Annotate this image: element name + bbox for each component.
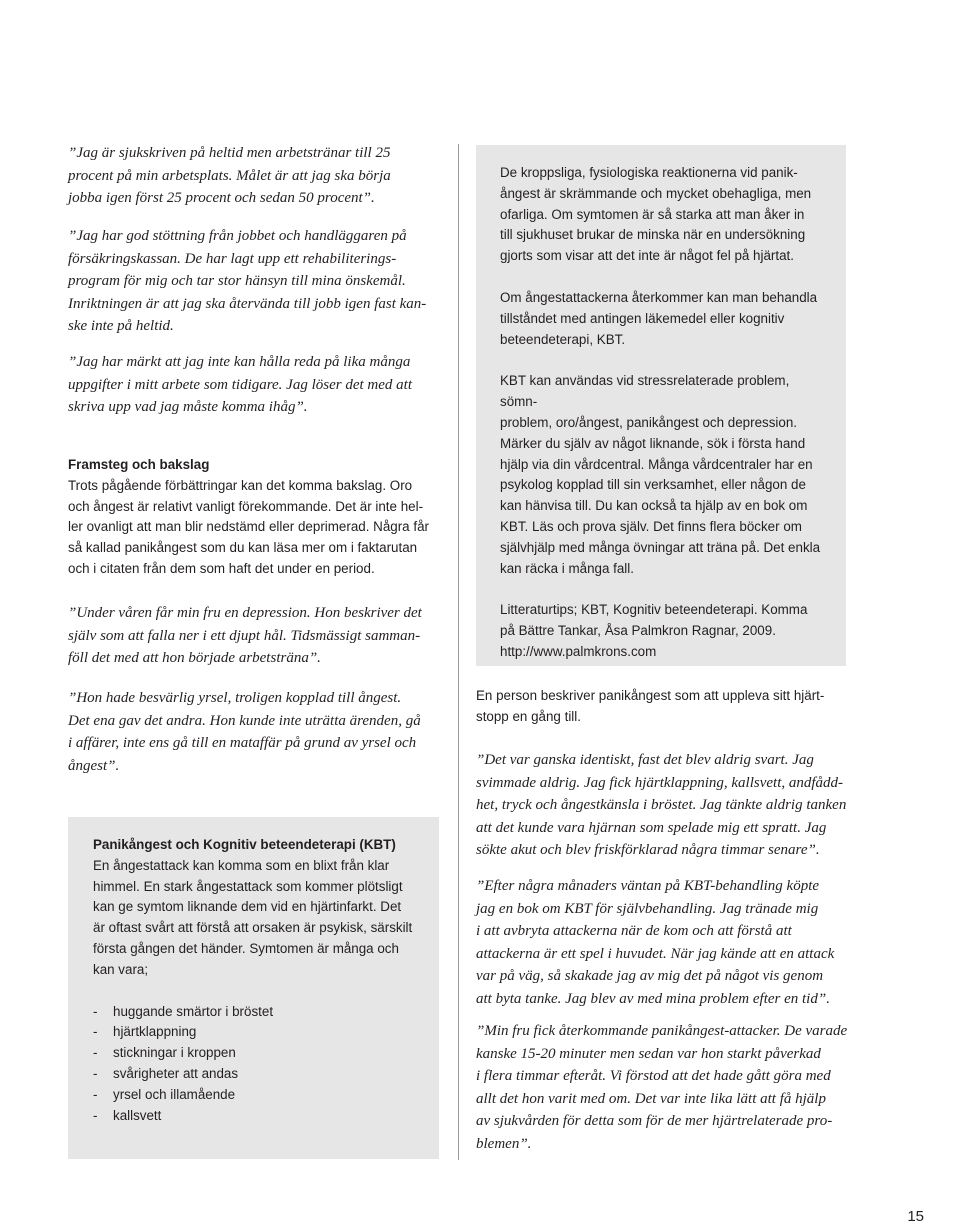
text-line: uppgifter i mitt arbete som tidigare. Jag löser det med att xyxy=(68,376,412,393)
list-item-text: kallsvett xyxy=(113,1107,162,1123)
text-line: Litteraturtips; KBT, Kognitiv beteendeterapi. Komma xyxy=(500,602,808,618)
text-line: sökte akut och blev friskförklarad några timmar senare”. xyxy=(476,842,820,859)
list-item xyxy=(93,1106,428,1127)
text-line: kanske 15-20 minuter men sedan var hon starkt påverkad xyxy=(476,1045,821,1062)
list-item-text: hjärtklappning xyxy=(113,1024,197,1040)
text-line: i flera timmar efteråt. Vi förstod att det hade gått göra med xyxy=(476,1068,831,1085)
text-line: första gången det händer. Symtomen är många och xyxy=(93,940,399,956)
text-line: i affärer, inte ens gå till en mataffär på grund av yrsel och xyxy=(68,735,417,752)
text-line: ler ovanligt att man blir nedstämd eller deprimerad. Några får xyxy=(68,519,429,535)
literature-link[interactable]: http://www.palmkrons.com xyxy=(500,643,657,659)
text-line: jobba igen först 25 procent och sedan 50 procent”. xyxy=(68,190,375,207)
text-line: föll det med att hon började arbetsträna”. xyxy=(68,650,321,667)
text-line: till sjukhuset brukar de minska när en undersökning xyxy=(500,227,806,243)
text-line: kan räcka i många fall. xyxy=(500,560,634,576)
bullet: - xyxy=(93,1003,98,1019)
text-line: attackerna är ett spel i huvudet. När jag kände att en attack xyxy=(476,945,835,962)
symptom-list xyxy=(93,1002,428,1127)
text-line: blemen”. xyxy=(476,1135,532,1152)
text-line: problem, oro/ångest, panikångest och depression. xyxy=(500,414,798,430)
text-line: ”Jag har god stöttning från jobbet och handläggaren på xyxy=(68,228,407,244)
column-divider xyxy=(458,144,459,1160)
text-line: hjälp via din vårdcentral. Många vårdcentraler har en xyxy=(500,456,813,472)
text-line: himmel. En stark ångestattack som kommer plötsligt xyxy=(93,878,403,894)
text-line: var på väg, så skakade jag av mig det på något vis genom xyxy=(476,968,824,985)
bullet: - xyxy=(93,1045,98,1061)
text-line: så kallad panikångest som du kan läsa mer om i faktarutan xyxy=(68,540,418,556)
text-line: En ångestattack kan komma som en blixt från klar xyxy=(93,857,390,873)
text-line: av sjukvården för detta som för de mer hjärtrelaterade pro- xyxy=(476,1113,833,1130)
fact-box-heading: Panikångest och Kognitiv beteendeterapi (KBT) xyxy=(93,837,396,852)
section-framsteg xyxy=(68,455,453,580)
text-line: procent på min arbetsplats. Målet är att jag ska börja xyxy=(68,167,391,184)
text-line: Märker du själv av något liknande, sök i första hand xyxy=(500,435,806,451)
text-line: De kroppsliga, fysiologiska reaktionerna vid panik- xyxy=(500,165,798,180)
text-line: ångest”. xyxy=(68,757,120,774)
text-line: i att avbryta attackerna när de kom och att förstå att xyxy=(476,923,792,940)
text-line: allt det hon varit med om. Det var inte lika lätt att få hjälp xyxy=(476,1090,826,1107)
list-item xyxy=(93,1022,428,1043)
section-heading: Framsteg och bakslag xyxy=(68,457,210,472)
text-line: psykolog kopplad till sin verksamhet, eller någon de xyxy=(500,477,806,493)
page-number: 15 xyxy=(907,1208,924,1225)
text-line: jag en bok om KBT för självbehandling. Jag tränade mig xyxy=(476,900,819,917)
text-line: och ångest är relativt vanligt förekommande. Det är inte hel- xyxy=(68,498,424,514)
bullet: - xyxy=(93,1086,98,1102)
left-quote-3 xyxy=(68,351,448,419)
list-item xyxy=(93,1043,428,1064)
list-item-text: svårigheter att andas xyxy=(113,1065,239,1081)
list-item xyxy=(93,1085,428,1106)
text-line: stopp en gång till. xyxy=(476,708,581,724)
info-paragraph xyxy=(500,288,830,350)
text-line: Det ena gav det andra. Hon kunde inte uträtta ärenden, gå xyxy=(68,712,421,729)
text-line: ”Jag har märkt att jag inte kan hålla reda på lika många xyxy=(68,354,411,370)
text-line: kan vara; xyxy=(93,961,149,977)
text-line: program för mig och tar stor hänsyn till mina önskemål. xyxy=(68,273,406,290)
text-line: ”Det var ganska identiskt, fast det blev aldrig svart. Jag xyxy=(476,752,814,768)
right-quote-3 xyxy=(476,1020,856,1156)
bullet: - xyxy=(93,1065,98,1081)
text-line: själv som att falla ner i ett djupt hål. Tidsmässigt samman- xyxy=(68,627,421,644)
text-line: gjorts som visar att det inte är något fel på hjärtat. xyxy=(500,248,794,264)
right-quote-2 xyxy=(476,875,856,1011)
text-line: och i citaten från dem som haft det under en period. xyxy=(68,560,375,576)
left-quote-1 xyxy=(68,142,448,210)
text-line: ”Under våren får min fru en depression. Hon beskriver det xyxy=(68,605,422,621)
text-line: svimmade aldrig. Jag fick hjärtklappning, kallsvett, andfådd- xyxy=(476,774,844,791)
right-quote-1 xyxy=(476,749,856,862)
info-paragraph xyxy=(500,371,830,579)
text-line: ”Hon hade besvärlig yrsel, troligen kopplad till ångest. xyxy=(68,690,402,706)
text-line: ”Jag är sjukskriven på heltid men arbetstränar till 25 xyxy=(68,145,391,161)
text-line: ofarliga. Om symtomen är så starka att man åker in xyxy=(500,206,805,222)
list-item-text: yrsel och illamående xyxy=(113,1086,236,1102)
text-line: ”Efter några månaders väntan på KBT-behandling köpte xyxy=(476,878,820,894)
text-line: KBT. Läs och prova själv. Det finns flera böcker om xyxy=(500,518,802,534)
text-line: En person beskriver panikångest som att uppleva sitt hjärt- xyxy=(476,688,825,703)
bullet: - xyxy=(93,1024,98,1040)
left-quote-4 xyxy=(68,602,448,670)
bullet: - xyxy=(93,1107,98,1123)
text-line: skriva upp vad jag måste komma ihåg”. xyxy=(68,399,308,416)
list-item xyxy=(93,1002,428,1023)
literature-tip xyxy=(500,600,830,662)
text-line: Trots pågående förbättringar kan det komma bakslag. Oro xyxy=(68,477,413,493)
text-line: självhjälp med många övningar att träna på. Det enkla xyxy=(500,539,821,555)
text-line: Inriktningen är att jag ska återvända till jobb igen fast kan- xyxy=(68,295,427,312)
fact-box-content xyxy=(93,835,428,1126)
list-item-text: huggande smärtor i bröstet xyxy=(113,1003,274,1019)
info-box-content xyxy=(500,163,830,663)
text-line: att byta tanke. Jag blev av med mina problem efter en tid”. xyxy=(476,990,830,1007)
text-line: ”Min fru fick återkommande panikångest-attacker. De varade xyxy=(476,1023,848,1039)
text-line: kan ge symtom liknande dem vid en hjärtinfarkt. Det xyxy=(93,899,402,915)
list-item-text: stickningar i kroppen xyxy=(113,1045,236,1061)
text-line: tillståndet med antingen läkemedel eller kognitiv xyxy=(500,310,785,326)
text-line: är oftast svårt att förstå att orsaken är psykisk, särskilt xyxy=(93,920,413,936)
left-quote-2 xyxy=(68,225,448,338)
text-line: kan hänvisa till. Du kan också ta hjälp av en bok om xyxy=(500,498,808,514)
right-intro xyxy=(476,686,856,728)
text-line: att det kunde vara hjärnan som spelade mig ett spratt. Jag xyxy=(476,819,827,836)
text-line: ske inte på heltid. xyxy=(68,318,174,335)
list-item xyxy=(93,1064,428,1085)
text-line: på Bättre Tankar, Åsa Palmkron Ragnar, 2009. xyxy=(500,623,776,639)
text-line: beteendeterapi, KBT. xyxy=(500,331,626,347)
text-line: het, tryck och ångestkänsla i bröstet. Jag tänkte aldrig tanken xyxy=(476,797,847,814)
text-line: försäkringskassan. De har lagt upp ett rehabiliterings- xyxy=(68,250,397,267)
text-line: Om ångestattackerna återkommer kan man behandla xyxy=(500,289,818,305)
info-paragraph xyxy=(500,163,830,267)
text-line: ångest är skrämmande och mycket obehagliga, men xyxy=(500,185,812,201)
text-line: KBT kan användas vid stressrelaterade problem, sömn- xyxy=(500,373,790,410)
left-quote-5 xyxy=(68,687,448,777)
